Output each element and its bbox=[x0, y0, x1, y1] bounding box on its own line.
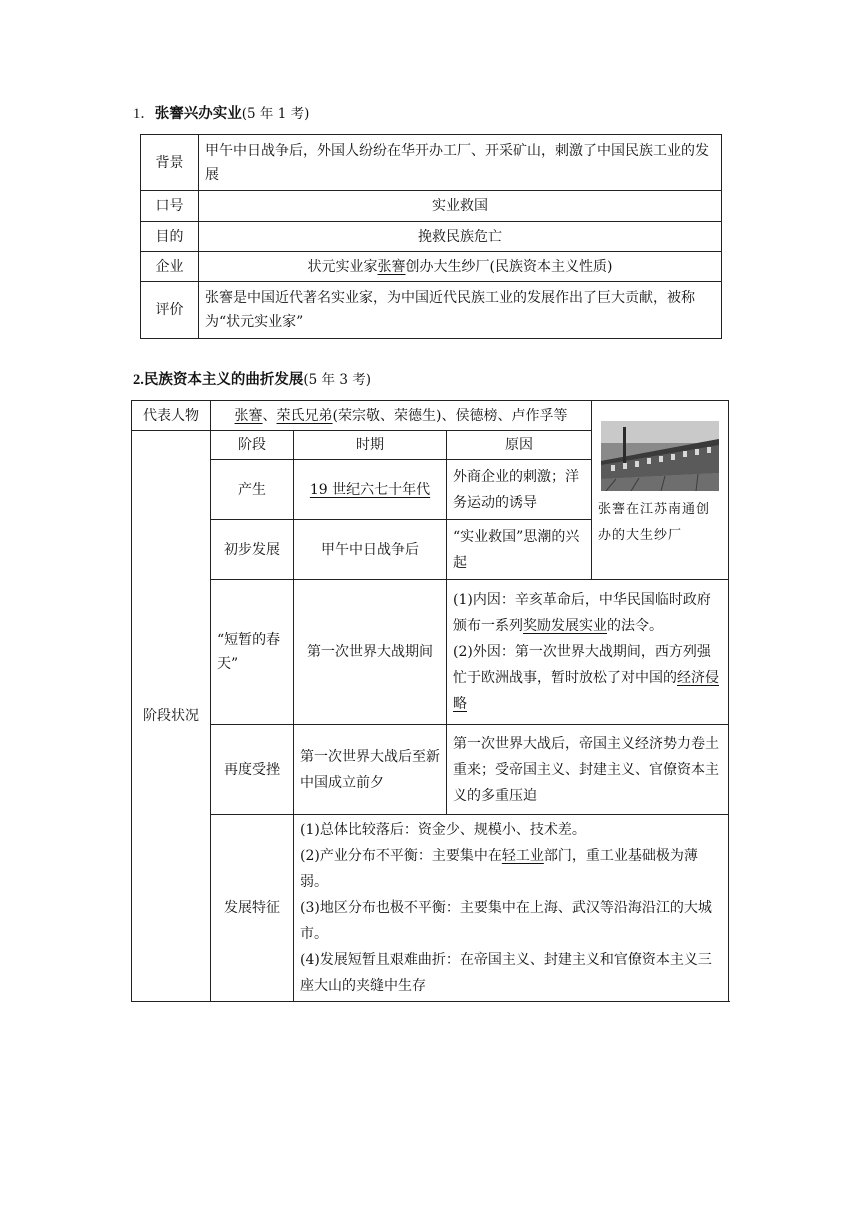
dasheng-mill-photo bbox=[601, 421, 719, 491]
table-row bbox=[141, 252, 722, 282]
section1-heading bbox=[133, 104, 309, 124]
stage-label: 阶段状况 bbox=[132, 431, 211, 1002]
feature-item: (3)地区分布也极不平衡：主要集中在上海、武汉等沿海沿江的大城市。 bbox=[300, 900, 712, 942]
row-label: 企业 bbox=[141, 252, 199, 282]
underlined-text: 19 世纪六七十年代 bbox=[309, 481, 431, 498]
section1-number: 1． bbox=[133, 106, 155, 122]
photo-cell bbox=[592, 401, 729, 580]
table-row bbox=[132, 580, 729, 725]
table-row bbox=[132, 815, 729, 1002]
section2-note: (5 年 3 考) bbox=[303, 372, 371, 388]
stage-period: 第一次世界大战期间 bbox=[294, 580, 447, 725]
underlined-text: 张謇 bbox=[377, 258, 406, 275]
reason-block: 第一次世界大战后，帝国主义经济势力卷土重来；受帝国主义、封建主义、官僚资本主义的多重压迫 bbox=[453, 735, 719, 804]
stage-name: 再度受挫 bbox=[211, 725, 294, 815]
feature-label: 发展特征 bbox=[211, 815, 294, 1002]
stage-reason bbox=[447, 725, 729, 815]
national-capitalism-table bbox=[131, 400, 729, 1002]
header-reason: 原因 bbox=[447, 431, 592, 460]
stage-reason bbox=[447, 580, 729, 725]
row-content bbox=[199, 252, 722, 282]
stage-period bbox=[294, 460, 447, 520]
feature-item: (1)总体比较落后：资金少、规模小、技术差。 bbox=[300, 822, 586, 838]
underlined-text: 荣氏兄弟 bbox=[276, 407, 333, 424]
section2-title: 民族资本主义的曲折发展 bbox=[143, 372, 304, 388]
stage-reason: “实业救国”思潮的兴起 bbox=[447, 520, 592, 580]
underlined-text: 张謇 bbox=[234, 407, 263, 424]
row-label: 背景 bbox=[141, 135, 199, 191]
row-content: 甲午中日战争后，外国人纷纷在华开办工厂、开采矿山，刺激了中国民族工业的发展 bbox=[199, 135, 722, 191]
section1-note: (5 年 1 考) bbox=[241, 106, 310, 122]
row-content: 实业救国 bbox=[199, 191, 722, 222]
header-stage: 阶段 bbox=[211, 431, 294, 460]
stage-name: “短暂的春天” bbox=[211, 580, 294, 725]
table-row bbox=[141, 135, 722, 191]
feature-item: (4)发展短暂且艰难曲折：在帝国主义、封建主义和官僚资本主义三座大山的夹缝中生存 bbox=[300, 952, 712, 994]
text-span: 、 bbox=[262, 407, 277, 424]
text-span: 的法令。 bbox=[607, 618, 663, 634]
photo-caption: 张謇在江苏南通创办的大生纱厂 bbox=[598, 502, 711, 543]
stage-period: 第一次世界大战后至新中国成立前夕 bbox=[294, 725, 447, 815]
section2-number: 2. bbox=[133, 372, 144, 388]
stage-reason: 外商企业的刺激；洋务运动的诱导 bbox=[447, 460, 592, 520]
text-span: 部门，重工业基础极为薄弱。 bbox=[300, 848, 698, 890]
feature-content bbox=[294, 815, 729, 1002]
text-span: (1)内因：辛亥革命后，中华民国临时政府颁布一系列 bbox=[453, 592, 711, 634]
underlined-text: 经济侵略 bbox=[453, 670, 719, 712]
feature-item bbox=[300, 843, 722, 895]
section1-title: 张謇兴办实业 bbox=[154, 106, 242, 122]
row-label: 口号 bbox=[141, 191, 199, 222]
table-row bbox=[141, 191, 722, 222]
stage-name: 初步发展 bbox=[211, 520, 294, 580]
row-content: 张謇是中国近代著名实业家，为中国近代民族工业的发展作出了巨大贡献，被称为“状元实业家” bbox=[199, 282, 722, 339]
stage-period: 甲午中日战争后 bbox=[294, 520, 447, 580]
table-row bbox=[132, 725, 729, 815]
rep-label: 代表人物 bbox=[132, 401, 211, 431]
row-label: 目的 bbox=[141, 222, 199, 252]
text-span: 状元实业家 bbox=[307, 258, 378, 275]
stage-name: 产生 bbox=[211, 460, 294, 520]
table-row bbox=[141, 282, 722, 339]
row-content: 挽救民族危亡 bbox=[199, 222, 722, 252]
section2-heading bbox=[133, 370, 371, 390]
row-label: 评价 bbox=[141, 282, 199, 339]
text-span: (荣宗敬、荣德生)、侯德榜、卢作孚等 bbox=[332, 407, 568, 424]
text-span: 创办大生纱厂(民族资本主义性质) bbox=[405, 258, 613, 275]
table-row bbox=[141, 222, 722, 252]
header-period: 时期 bbox=[294, 431, 447, 460]
zhangjian-table bbox=[140, 134, 722, 339]
text-span: (2)产业分布不平衡：主要集中在 bbox=[300, 848, 502, 864]
underlined-text: 奖励发展实业 bbox=[523, 618, 607, 634]
text-span: (2)外因：第一次世界大战期间，西方列强忙于欧洲战事，暂时放松了对中国的 bbox=[453, 644, 711, 686]
underlined-text: 轻工业 bbox=[501, 848, 544, 864]
table-row bbox=[132, 401, 729, 431]
rep-content bbox=[211, 401, 592, 431]
reason-block bbox=[453, 587, 723, 717]
